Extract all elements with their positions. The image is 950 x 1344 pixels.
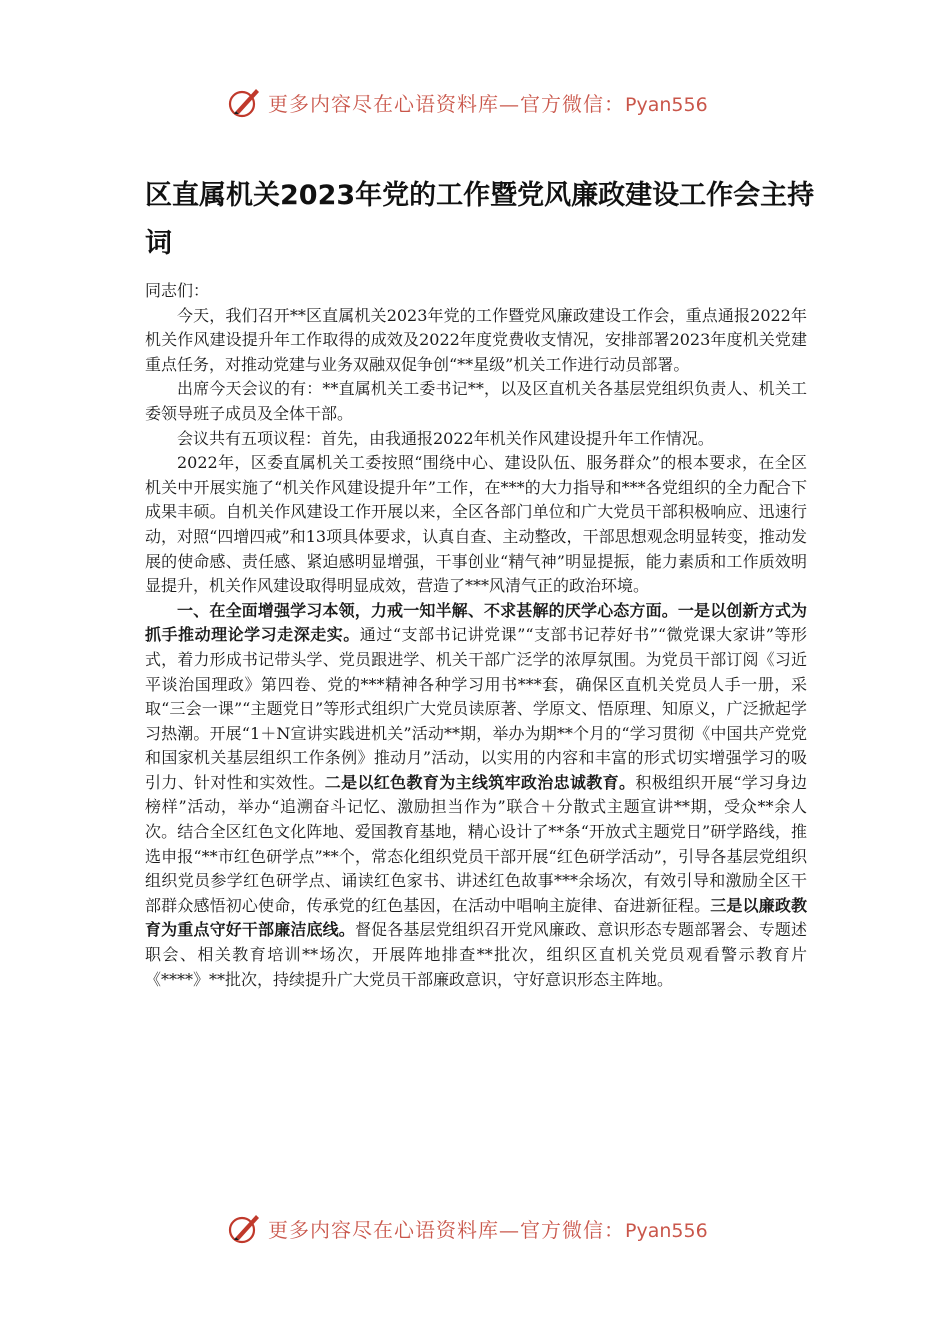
- watermark-text: [268, 88, 708, 117]
- paragraph-2: 出席今天会议的有：**直属机关工委书记**，以及区直机关各基层党组织负责人、机关工委领导班子成员及全体干部。: [145, 379, 807, 423]
- watermark-text-cn: 更多内容尽在心语资料库—官方微信：: [268, 91, 625, 116]
- watermark-wechat-id: Pyan556: [625, 93, 708, 116]
- watermark-text: [268, 1214, 708, 1243]
- section-heading-3: 三是以廉政教育为重点守好干部廉洁底线。: [145, 895, 807, 940]
- paragraph-1: 今天，我们召开**区直属机关2023年党的工作暨党风廉政建设工作会，重点通报2022年机关作风建设提升年工作取得的成效及2022年度党费收支情况，安排部署2023年度机关党建重点任务，对推动党建与业务双融双促争创“**星级”机关工作进行动员部署。: [145, 305, 807, 374]
- watermark-wechat-id: Pyan556: [625, 1219, 708, 1242]
- paragraph-4: 2022年，区委直属机关工委按照“围绕中心、建设队伍、服务群众”的根本要求，在全区机关中开展实施了“机关作风建设提升年”工作，在***的大力指导和***各党组织的全力配合下成果丰硕。自机关作风建设工作开展以来，全区各部门单位和广大党员干部积极响应、迅速行动，对照“四增四戒”和13项具体要求，认真自查、主动整改，干部思想观念明显转变，推动发展的使命感、责任感、紧迫感明显增强，干事创业“精气神”明显提振，能力素质和工作质效明显提升，机关作风建设取得明显成效，营造了***风清气正的政治环境。: [145, 453, 807, 596]
- section-text-1: 通过“支部书记讲党课”“支部书记荐好书”“微党课大家讲”等形式，着力形成书记带头学、党员跟进学、机关干部广泛学的浓厚氛围。为党员干部订阅《习近平谈治国理政》第四卷、党的***精神各种学习用书***套，确保区直机关党员人手一册，采取“三会一课”“主题党日”等形式组织广大党员读原著、学原文、悟原理、知原义，广泛掀起学习热潮。开展“1＋N宣讲实践进机关”活动**期，举办为期**个月的“学习贯彻《中国共产党党和国家机关基层组织工作条例》推动月”活动，以实用的内容和丰富的形式切实增强学习的吸引力、针对性和实效性。: [145, 625, 807, 792]
- section-text-3: 督促各基层党组织召开党风廉政、意识形态专题部署会、专题述职会、相关教育培训**场次，开展阵地排查**批次，组织区直机关党员观看警示教育片《****》**批次，持续提升广大党员干部廉政意识，守好意识形态主阵地。: [145, 920, 807, 989]
- section-text-2: 积极组织开展“学习身边榜样”活动，举办“追溯奋斗记忆、激励担当作为”联合＋分散式主题宣讲**期，受众**余人次。结合全区红色文化阵地、爱国教育基地，精心设计了**条“开放式主题党日”研学路线，推选申报“**市红色研学点”**个，常态化组织党员干部开展“红色研学活动”，引导各基层党组织组织党员参学红色研学点、诵读红色家书、讲述红色故事***余场次，有效引导和激励全区干部群众感悟初心使命，传承党的红色基因，在活动中唱响主旋律、奋进新征程。: [145, 772, 807, 915]
- paragraph-5: [145, 599, 807, 993]
- quill-pen-icon: [226, 1210, 262, 1246]
- section-heading-1: 一、在全面增强学习本领，力戒一知半解、不求甚解的厌学心态方面。一是以创新方式为抓手推动理论学习走深走实。: [145, 600, 807, 645]
- watermark-text-cn: 更多内容尽在心语资料库—官方微信：: [268, 1217, 625, 1242]
- watermark-banner-top: [226, 82, 726, 122]
- document-body: [145, 279, 807, 992]
- paragraph-3: 会议共有五项议程：首先，由我通报2022年机关作风建设提升年工作情况。: [177, 428, 714, 448]
- section-heading-2: 二是以红色教育为主线筑牢政治忠诚教育。: [324, 772, 636, 792]
- document-title: 区直属机关2023年党的工作暨党风廉政建设工作会主持词: [145, 180, 815, 259]
- quill-pen-icon: [226, 84, 262, 120]
- watermark-banner-bottom: [226, 1208, 726, 1248]
- salutation: 同志们：: [145, 281, 210, 300]
